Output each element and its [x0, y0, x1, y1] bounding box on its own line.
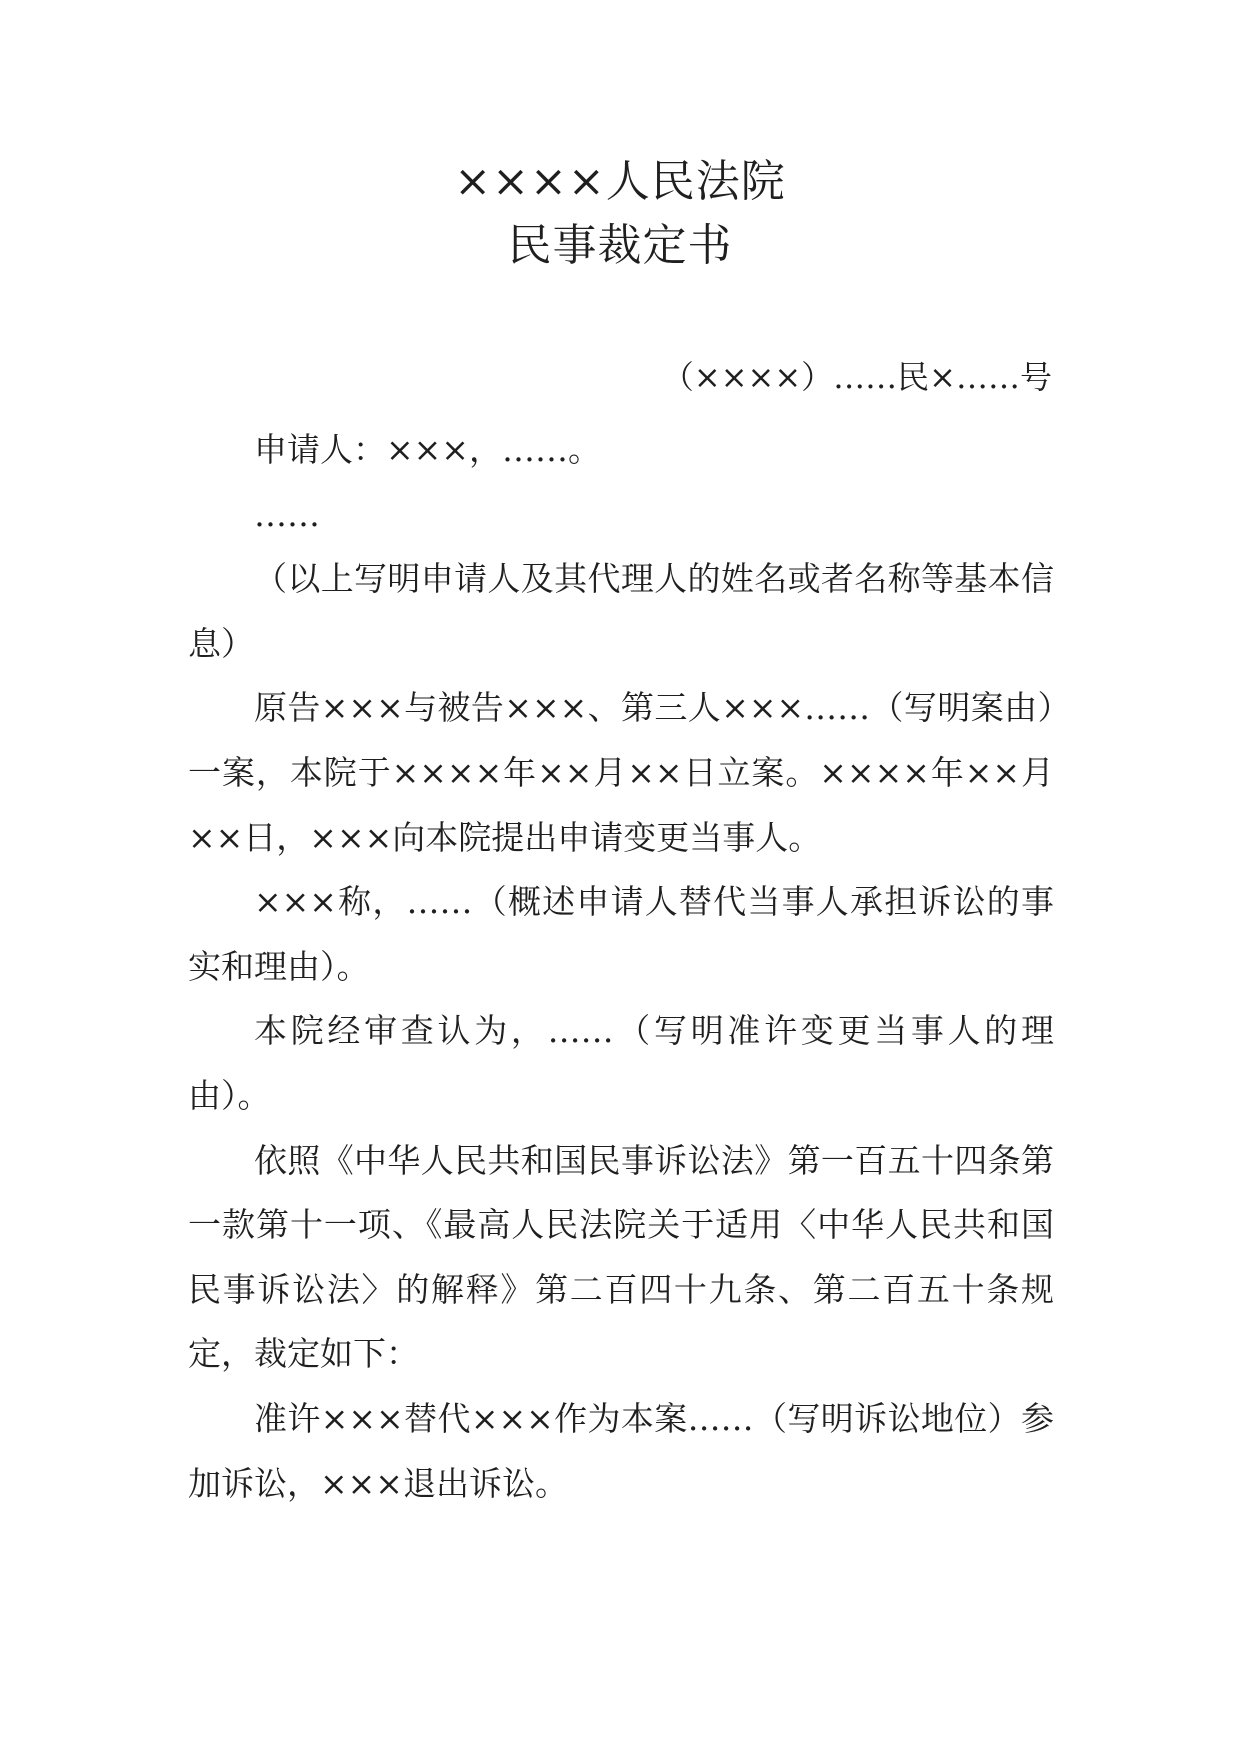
- paragraph-court-finding: 本院经审查认为，……（写明准许变更当事人的理由）。: [188, 1011, 1054, 1115]
- paragraph-applicant-claim: ×××称，……（概述申请人替代当事人承担诉讼的事实和理由）。: [188, 882, 1054, 986]
- document-body: [188, 418, 1054, 1516]
- case-number: （××××）……民×……号: [661, 358, 1052, 396]
- title-block: [0, 150, 1240, 278]
- paragraph-legal-basis: 依照《中华人民共和国民事诉讼法》第一百五十四条第一款第十一项、《最高人民法院关于适用〈中华人民共和国民事诉讼法〉的解释》第二百四十九条、第二百五十条规定，裁定如下：: [188, 1140, 1054, 1374]
- paragraph-applicant: 申请人：×××，……。: [254, 430, 601, 469]
- court-name: ××××人民法院: [454, 156, 786, 207]
- paragraph-applicant-note: （以上写明申请人及其代理人的姓名或者名称等基本信息）: [188, 559, 1054, 663]
- document-type-title: 民事裁定书: [507, 220, 733, 271]
- paragraph-ruling: 准许×××替代×××作为本案……（写明诉讼地位）参加诉讼，×××退出诉讼。: [188, 1398, 1054, 1503]
- paragraph-ellipsis: ……: [254, 494, 320, 534]
- paragraph-case-background: 原告×××与被告×××、第三人×××……（写明案由）一案，本院于××××年××月××日立案。××××年××月××日，×××向本院提出申请变更当事人。: [188, 688, 1054, 857]
